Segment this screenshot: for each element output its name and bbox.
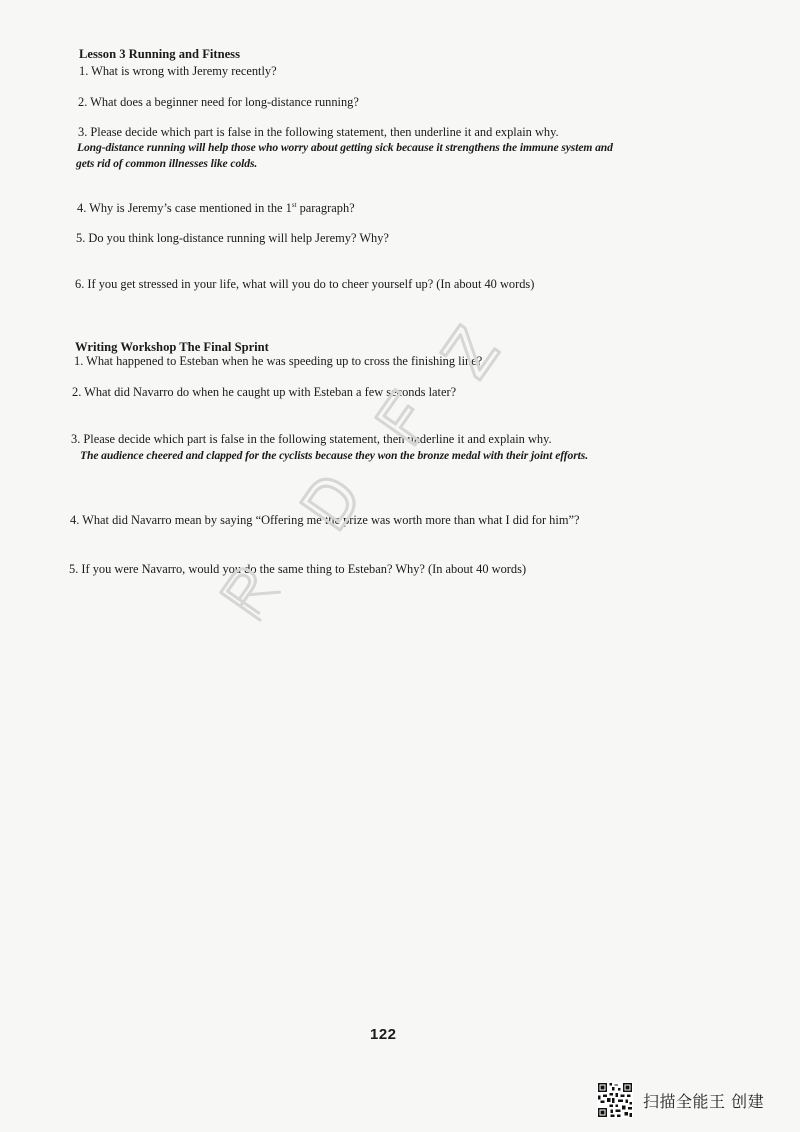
statement-line-1: Long-distance running will help those who worry about getting sick because it strengthens the immune system and (77, 141, 613, 154)
question-4-text: 4. Why is Jeremy’s case mentioned in the 1 (77, 201, 292, 215)
page-number: 122 (370, 1026, 397, 1043)
scanner-footer (597, 1082, 764, 1118)
question-4-end: paragraph? (296, 201, 355, 215)
question-2: 2. What did Navarro do when he caught up with Esteban a few seconds later? (72, 385, 457, 399)
statement-line-2: gets rid of common illnesses like colds. (76, 157, 258, 170)
question-3: 3. Please decide which part is false in the following statement, then underline it and explain why. (71, 432, 552, 446)
ordinal-superscript: st (291, 200, 297, 209)
question-5: 5. Do you think long-distance running will help Jeremy? Why? (76, 231, 389, 245)
question-3: 3. Please decide which part is false in the following statement, then underline it and explain why. (78, 125, 559, 139)
question-1: 1. What happened to Esteban when he was speeding up to cross the finishing line? (74, 354, 483, 368)
scanner-brand-label: 扫描全能王 创建 (643, 1091, 765, 1111)
question-6: 6. If you get stressed in your life, what will you do to cheer yourself up? (In about 40 words) (75, 277, 535, 291)
question-4 (77, 201, 355, 216)
section-heading-lesson3: Lesson 3 Running and Fitness (79, 47, 240, 61)
question-4: 4. What did Navarro mean by saying “Offering me the prize was worth more than what I did for him”? (70, 513, 580, 527)
question-2: 2. What does a beginner need for long-distance running? (78, 95, 359, 109)
section-heading-writing-workshop: Writing Workshop The Final Sprint (75, 340, 269, 354)
watermark-logo (200, 320, 540, 660)
statement-line: The audience cheered and clapped for the cyclists because they won the bronze medal with their joint efforts. (80, 449, 589, 462)
qr-code-icon (597, 1082, 633, 1118)
question-1: 1. What is wrong with Jeremy recently? (79, 64, 277, 78)
question-5: 5. If you were Navarro, would you do the same thing to Esteban? Why? (In about 40 words) (69, 562, 527, 576)
